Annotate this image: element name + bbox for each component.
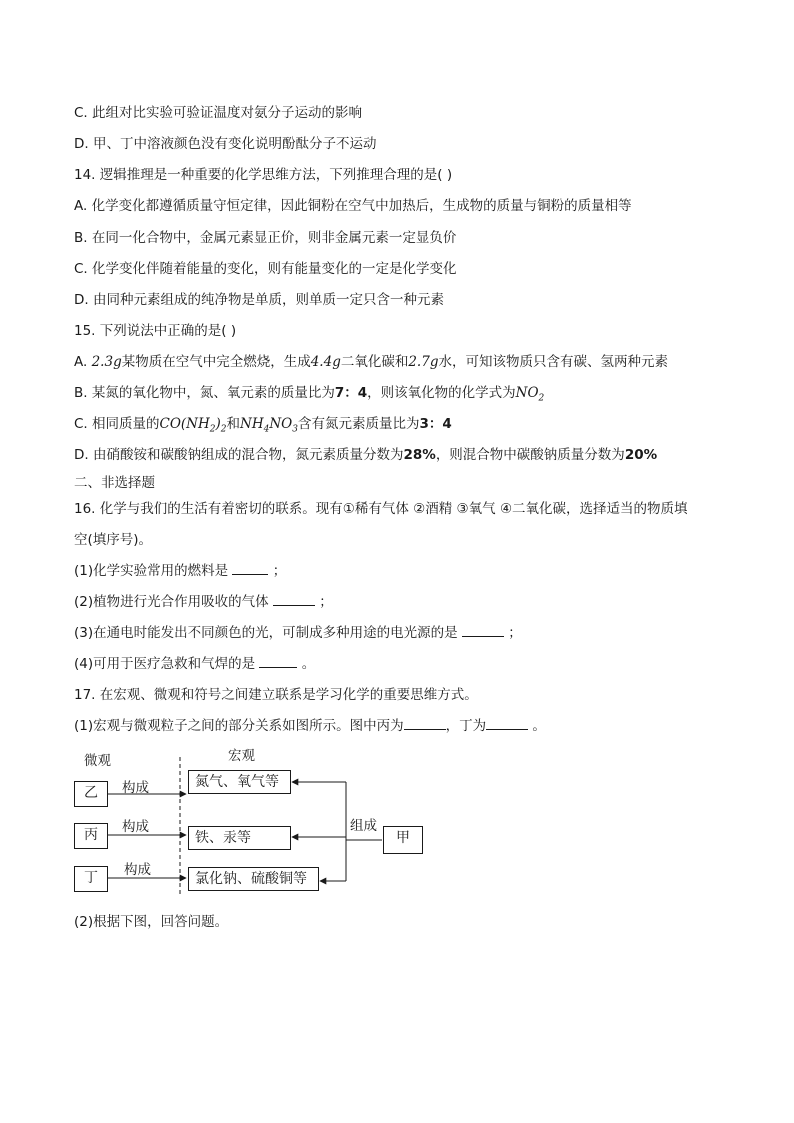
answer-blank[interactable] bbox=[404, 717, 446, 730]
box-ding: 丁 bbox=[74, 866, 108, 892]
question-17-2: (2)根据下图，回答问题。 bbox=[74, 914, 229, 930]
box-bing: 丙 bbox=[74, 823, 108, 849]
relation-diagram bbox=[70, 745, 430, 905]
box-salt: 氯化钠、硫酸铜等 bbox=[188, 867, 319, 891]
question-16-1: (1)化学实验常用的燃料是 ； bbox=[74, 563, 287, 579]
micro-label: 微观 bbox=[84, 753, 111, 769]
question-16-cont: 空(填序号)。 bbox=[74, 532, 153, 548]
answer-blank[interactable] bbox=[273, 593, 315, 606]
question-14: 14. 逻辑推理是一种重要的化学思维方法，下列推理合理的是( ) bbox=[74, 167, 453, 183]
question-15: 15. 下列说法中正确的是( ) bbox=[74, 323, 237, 339]
option-13c: C. 此组对比实验可验证温度对氨分子运动的影响 bbox=[74, 105, 363, 121]
relation-label: 构成 bbox=[122, 819, 149, 835]
question-16-3: (3)在通电时能发出不同颜色的光，可制成多种用途的电光源的是 ； bbox=[74, 625, 522, 641]
question-17-1: (1)宏观与微观粒子之间的部分关系如图所示。图中丙为 ，丁为 。 bbox=[74, 718, 546, 734]
question-16-2: (2)植物进行光合作用吸收的气体 ； bbox=[74, 594, 333, 610]
relation-label: 构成 bbox=[124, 862, 151, 878]
option-15d: D. 由硝酸铵和碳酸钠组成的混合物，氮元素质量分数为28%，则混合物中碳酸钠质量分数为20% bbox=[74, 447, 658, 463]
question-16-4: (4)可用于医疗急救和气焊的是 。 bbox=[74, 656, 316, 672]
option-14d: D. 由同种元素组成的纯净物是单质，则单质一定只含一种元素 bbox=[74, 292, 444, 308]
relation-label: 构成 bbox=[122, 780, 149, 796]
answer-blank[interactable] bbox=[232, 562, 268, 575]
box-metal: 铁、汞等 bbox=[188, 826, 291, 850]
compose-label: 组成 bbox=[350, 818, 377, 834]
question-16: 16. 化学与我们的生活有着密切的联系。现有①稀有气体 ②酒精 ③氧气 ④二氧化碳，选择适当的物质填 bbox=[74, 501, 688, 517]
section-heading: 二、非选择题 bbox=[74, 475, 155, 491]
option-14a: A. 化学变化都遵循质量守恒定律，因此铜粉在空气中加热后，生成物的质量与铜粉的质量相等 bbox=[74, 198, 632, 214]
answer-blank[interactable] bbox=[462, 624, 504, 637]
option-14c: C. 化学变化伴随着能量的变化，则有能量变化的一定是化学变化 bbox=[74, 261, 457, 277]
answer-blank[interactable] bbox=[486, 717, 528, 730]
option-15b: B. 某氮的氧化物中，氮、氧元素的质量比为7：4，则该氧化物的化学式为$NO_2$ bbox=[74, 385, 545, 404]
answer-blank[interactable] bbox=[259, 655, 297, 668]
option-13d: D. 甲、丁中溶液颜色没有变化说明酚酞分子不运动 bbox=[74, 136, 377, 152]
option-15a: A. 2.3g某物质在空气中完全燃烧，生成4.4g二氧化碳和2.7g水，可知该物质只含有碳、氢两种元素 bbox=[74, 354, 668, 370]
option-15c: C. 相同质量的$CO(NH_2)_2$和$NH_4NO_3$含有氮元素质量比为3：4 bbox=[74, 416, 452, 435]
macro-label: 宏观 bbox=[228, 748, 255, 764]
box-jia: 甲 bbox=[383, 826, 423, 854]
option-14b: B. 在同一化合物中，金属元素显正价，则非金属元素一定显负价 bbox=[74, 230, 457, 246]
question-17: 17. 在宏观、微观和符号之间建立联系是学习化学的重要思维方式。 bbox=[74, 687, 478, 703]
box-yi: 乙 bbox=[74, 781, 108, 807]
box-gas: 氮气、氧气等 bbox=[188, 770, 291, 794]
